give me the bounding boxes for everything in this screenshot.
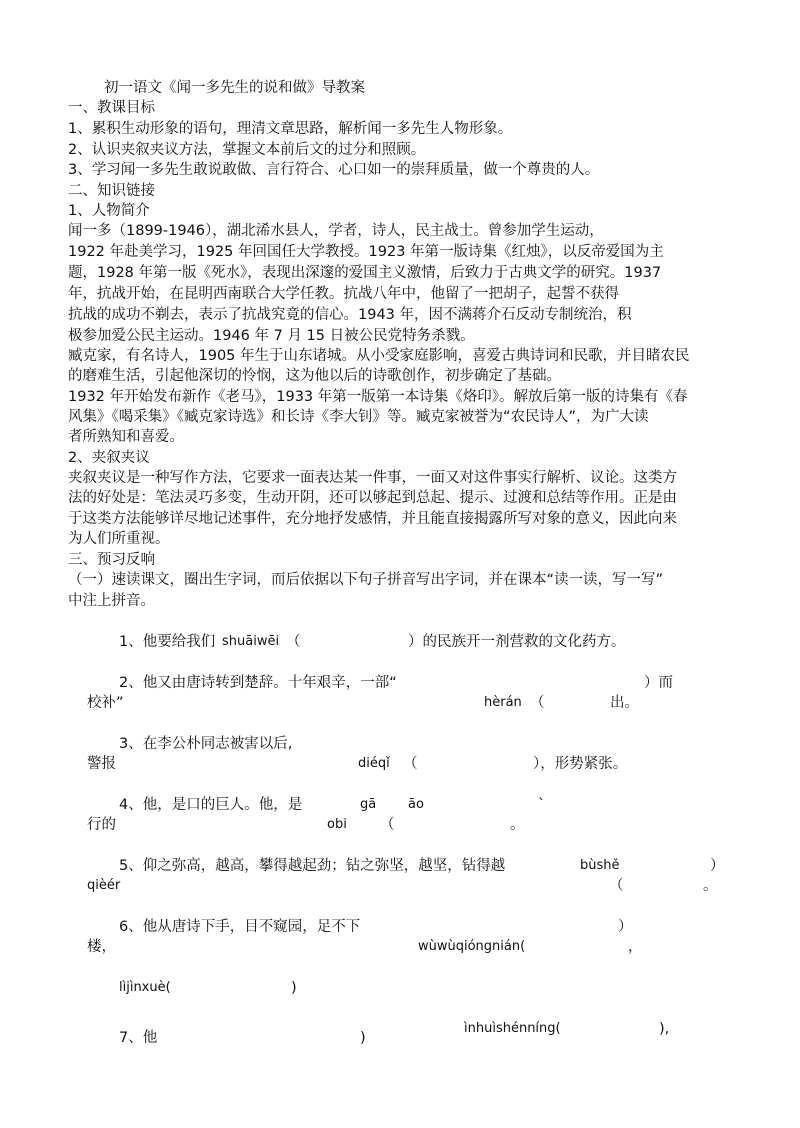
q4-text-b: 行的: [87, 817, 116, 833]
zang-bio-line: 臧克家，有名诗人，1905 年生于山东诸城。从小受家庭影响，喜爱古典诗词和民歌，并目睹农民: [68, 348, 690, 364]
wen-bio-line: 极参加爱公民主运动。1946 年 7 月 15 日被公民党特务杀戮。: [68, 328, 475, 344]
q2-text-a: 2、他又由唐诗转到楚辞。十年艰辛，一部“: [119, 675, 397, 691]
q2-text-c: 校补”: [87, 695, 124, 711]
q4-text-a: 4、他，是口的巨人。他，是: [119, 797, 303, 813]
q6-paren-close-2: ): [291, 980, 297, 996]
q5-text-d: 。: [703, 878, 718, 894]
zang-bio-line: 风集》《喝采集》《臧克家诗选》和长诗《李大钊》等。臧克家被誉为“农民诗人”，为广大读: [68, 409, 649, 425]
q3-text-b: 警报: [87, 756, 116, 772]
instruction-line: 中注上拼音。: [68, 593, 155, 609]
section1-heading: 一、教课目标: [68, 100, 155, 116]
instruction-line: （一）速读课文，圈出生字词，而后依据以下句子拼音写出字词，并在课本“读一读，写一写”: [68, 572, 664, 588]
subheading-bio: 1、人物简介: [68, 203, 150, 219]
q3-pinyin: diéqǐ: [358, 756, 390, 771]
q7-paren-close: ): [360, 1030, 366, 1046]
subheading-jiaxu: 2、夹叙夹议: [68, 450, 150, 466]
goal-item-2: 2、认识夹叙夹议方法，掌握文本前后文的过分和照顾。: [68, 142, 426, 158]
q5-pinyin-2: qièér: [87, 878, 121, 893]
q6-text-a: 6、他从唐诗下手，目不窥园，足不下: [119, 919, 361, 935]
q6-paren-close: ）: [618, 919, 633, 935]
wen-bio-line: 闻一多（1899-1946），湖北浠水县人，学者，诗人，民主战士。曾参加学生运动，: [68, 223, 604, 239]
q4-mark: ˋ: [538, 797, 546, 813]
zang-bio-line: 1932 年开始发布新作《老马》，1933 年第一版第一本诗集《烙印》。解放后第一版的诗集有《春: [68, 389, 688, 405]
q4-pinyin-1: gā: [360, 797, 377, 812]
wen-bio-line: 年，抗战开始，在昆明西南联合大学任教。抗战八年中，他留了一把胡子，起誓不获得: [68, 286, 619, 302]
zang-bio-line: 的磨难生活，引起他深切的怜悯，这为他以后的诗歌创作，初步确定了基础。: [68, 368, 561, 384]
q2-pinyin: hèrán: [484, 695, 522, 710]
q4-text-d: 。: [510, 817, 525, 833]
q6-pinyin-1: wùwùqióngnián(: [418, 939, 526, 954]
q1-paren-open: （: [286, 634, 301, 650]
q2-text-b: ）而: [644, 675, 673, 691]
goal-item-3: 3、学习闻一多先生敢说敢做、言行符合、心口如一的崇拜质量，做一个尊贵的人。: [68, 162, 600, 178]
q1-pinyin: shuāiwēi: [222, 634, 280, 649]
q7-pinyin: ìnhuìshénníng(: [464, 1021, 561, 1036]
q3-paren-open: （: [403, 756, 418, 772]
q5-text-a: 5、仰之弥高，越高，攀得越起劲；钻之弥坚，越坚，钻得越: [119, 858, 506, 874]
wen-bio-line: 1922 年赴美学习，1925 年回国任大学教授。1923 年第一版诗集《红烛》，以反帝爱国为主: [68, 244, 664, 260]
q4-pinyin-2: āo: [408, 797, 424, 812]
wen-bio-line: 题，1928 年第一版《死水》，表现出深邃的爱国主义激情，后致力于古典文学的研究。1937: [68, 265, 662, 281]
q4-paren-open: （: [380, 817, 395, 833]
q1-text-a: 1、他要给我们: [119, 634, 216, 650]
q5-paren-close: ）: [710, 858, 725, 874]
q2-paren-open: （: [530, 695, 545, 711]
q3-text-d: ），形势紧张。: [533, 756, 628, 772]
jiaxu-line: 为人们所重视。: [68, 531, 170, 547]
q5-paren-open: （: [609, 878, 624, 894]
q7-text-c: ),: [659, 1021, 670, 1037]
q1-text-c: ）的民族开一剂营救的文化药方。: [408, 634, 626, 650]
q7-text-a: 7、他: [119, 1030, 158, 1046]
q3-text-a: 3、在李公朴同志被害以后,: [119, 736, 293, 752]
jiaxu-line: 法的好处是：笔法灵巧多变，生动开阴，还可以够起到总起、提示、过渡和总结等作用。正是由: [68, 490, 677, 506]
goal-item-1: 1、累积生动形象的语句，理清文章思路，解析闻一多先生人物形象。: [68, 121, 513, 137]
q2-text-e: 出。: [610, 695, 639, 711]
q6-pinyin-2: lìjìnxuè(: [119, 980, 171, 995]
jiaxu-line: 于这类方法能够详尽地记述事件，充分地抒发感情，并且能直接揭露所写对象的意义，因此向来: [68, 511, 677, 527]
section3-heading: 三、预习反响: [68, 552, 155, 568]
q4-pinyin-3: obi: [327, 817, 347, 832]
doc-title: 初一语文《闻一多先生的说和做》导教案: [104, 80, 365, 96]
q5-pinyin-1: bùshě: [580, 858, 620, 873]
wen-bio-line: 抗战的成功不剃去，表示了抗战究竟的信心。1943 年，因不满蒋介石反动专制统治，积: [68, 307, 632, 323]
section2-heading: 二、知识链接: [68, 183, 155, 199]
jiaxu-line: 夹叙夹议是一种写作方法，它要求一面表达某一件事，一面又对这件事实行解析、议论。这类方: [68, 470, 677, 486]
q6-comma: ，: [628, 939, 643, 955]
q6-text-c: 楼，: [87, 939, 116, 955]
zang-bio-line: 者所熟知和喜爱。: [68, 429, 184, 445]
